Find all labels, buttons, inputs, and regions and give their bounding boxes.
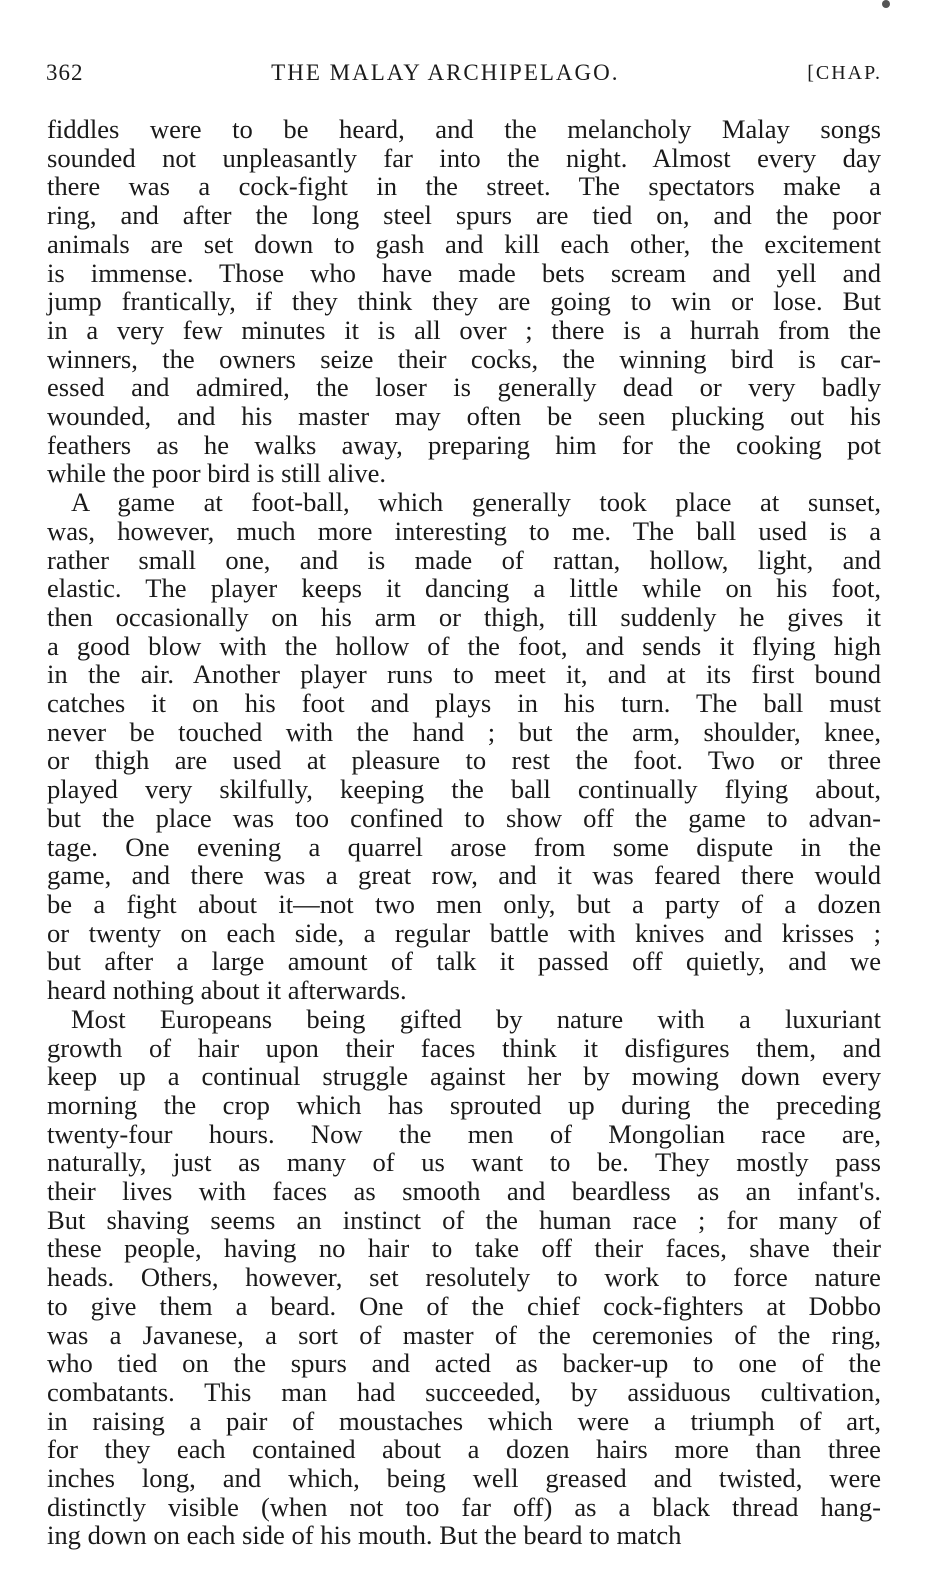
text-line: elastic. The player keeps it dancing a little while on his foot, <box>47 573 881 604</box>
paragraph <box>47 488 881 1005</box>
text-line: wounded, and his master may often be seen plucking out his <box>47 401 881 432</box>
text-line: heard nothing about it afterwards. <box>47 975 407 1006</box>
text-line: ing down on each side of his mouth. But the beard to match <box>47 1520 682 1551</box>
text-line: essed and admired, the loser is generally dead or very badly <box>47 372 881 403</box>
text-line: these people, having no hair to take off their faces, shave their <box>47 1233 881 1264</box>
text-line: played very skilfully, keeping the ball continually flying about, <box>47 774 881 805</box>
paragraph <box>47 1005 881 1550</box>
text-line: combatants. This man had succeeded, by assiduous cultivation, <box>47 1376 881 1407</box>
text-line: but the place was too confined to show off the game to advan- <box>47 802 881 833</box>
text-line: morning the crop which has sprouted up during the preceding <box>47 1089 881 1120</box>
text-line: is immense. Those who have made bets scream and yell and <box>47 257 881 288</box>
text-line: animals are set down to gash and kill each other, the excitement <box>47 228 881 259</box>
text-line: for they each contained about a dozen hairs more than three <box>47 1434 881 1465</box>
text-line: naturally, just as many of us want to be. They mostly pass <box>47 1147 881 1178</box>
text-line: never be touched with the hand ; but the arm, shoulder, knee, <box>47 716 881 747</box>
text-line: their lives with faces as smooth and beardless as an infant's. <box>47 1176 881 1207</box>
corner-speck <box>882 0 890 8</box>
text-line: distinctly visible (when not too far off) as a black thread hang- <box>47 1491 881 1522</box>
text-line: rather small one, and is made of rattan, hollow, light, and <box>47 544 881 575</box>
text-line: inches long, and which, being well greased and twisted, were <box>47 1463 881 1494</box>
text-line: winners, the owners seize their cocks, the winning bird is car- <box>47 343 881 374</box>
text-line: growth of hair upon their faces think it disfigures them, and <box>47 1032 881 1063</box>
text-line: fiddles were to be heard, and the melancholy Malay songs <box>47 114 881 144</box>
paragraph <box>47 115 881 488</box>
text-line: catches it on his foot and plays in his turn. The ball must <box>47 688 881 719</box>
text-line: but after a large amount of talk it passed off quietly, and we <box>47 946 881 977</box>
text-line: A game at foot-ball, which generally took place at sunset, <box>71 487 881 518</box>
text-line: or thigh are used at pleasure to rest the foot. Two or three <box>47 745 881 776</box>
text-line: ring, and after the long steel spurs are tied on, and the poor <box>47 200 881 231</box>
page-number: 362 <box>46 60 84 85</box>
text-line: a good blow with the hollow of the foot, and sends it flying high <box>47 630 881 661</box>
text-line: who tied on the spurs and acted as backer-up to one of the <box>47 1348 881 1379</box>
text-line: in raising a pair of moustaches which were a triumph of art, <box>47 1405 881 1436</box>
text-line: Most Europeans being gifted by nature with a luxuriant <box>71 1003 881 1034</box>
text-line: was a Javanese, a sort of master of the ceremonies of the ring, <box>47 1319 881 1350</box>
text-line: in a very few minutes it is all over ; there is a hurrah from the <box>47 314 881 345</box>
chapter-mark: [CHAP. <box>807 61 882 84</box>
text-line: feathers as he walks away, preparing him for the cooking pot <box>47 429 881 460</box>
text-line: But shaving seems an instinct of the human race ; for many of <box>47 1204 881 1235</box>
text-line: in the air. Another player runs to meet it, and at its first bound <box>47 659 881 690</box>
text-line: be a fight about it—not two men only, but a party of a dozen <box>47 888 881 919</box>
text-line: was, however, much more interesting to me. The ball used is a <box>47 515 881 546</box>
book-title: THE MALAY ARCHIPELAGO. <box>271 60 620 85</box>
text-line: sounded not unpleasantly far into the night. Almost every day <box>47 142 881 173</box>
text-line: tage. One evening a quarrel arose from some dispute in the <box>47 831 881 862</box>
text-line: there was a cock-fight in the street. The spectators make a <box>47 171 881 202</box>
text-line: while the poor bird is still alive. <box>47 458 387 489</box>
text-line: then occasionally on his arm or thigh, till suddenly he gives it <box>47 601 881 632</box>
text-line: jump frantically, if they think they are going to win or lose. But <box>47 286 881 317</box>
running-header <box>46 58 882 88</box>
text-line: to give them a beard. One of the chief cock-fighters at Dobbo <box>47 1290 881 1321</box>
text-line: twenty-four hours. Now the men of Mongolian race are, <box>47 1118 881 1149</box>
body-text <box>47 115 881 1550</box>
text-line: keep up a continual struggle against her by mowing down every <box>47 1061 881 1092</box>
text-line: or twenty on each side, a regular battle with knives and krisses ; <box>47 917 881 948</box>
text-line: heads. Others, however, set resolutely to work to force nature <box>47 1262 881 1293</box>
text-line: game, and there was a great row, and it was feared there would <box>47 860 881 891</box>
